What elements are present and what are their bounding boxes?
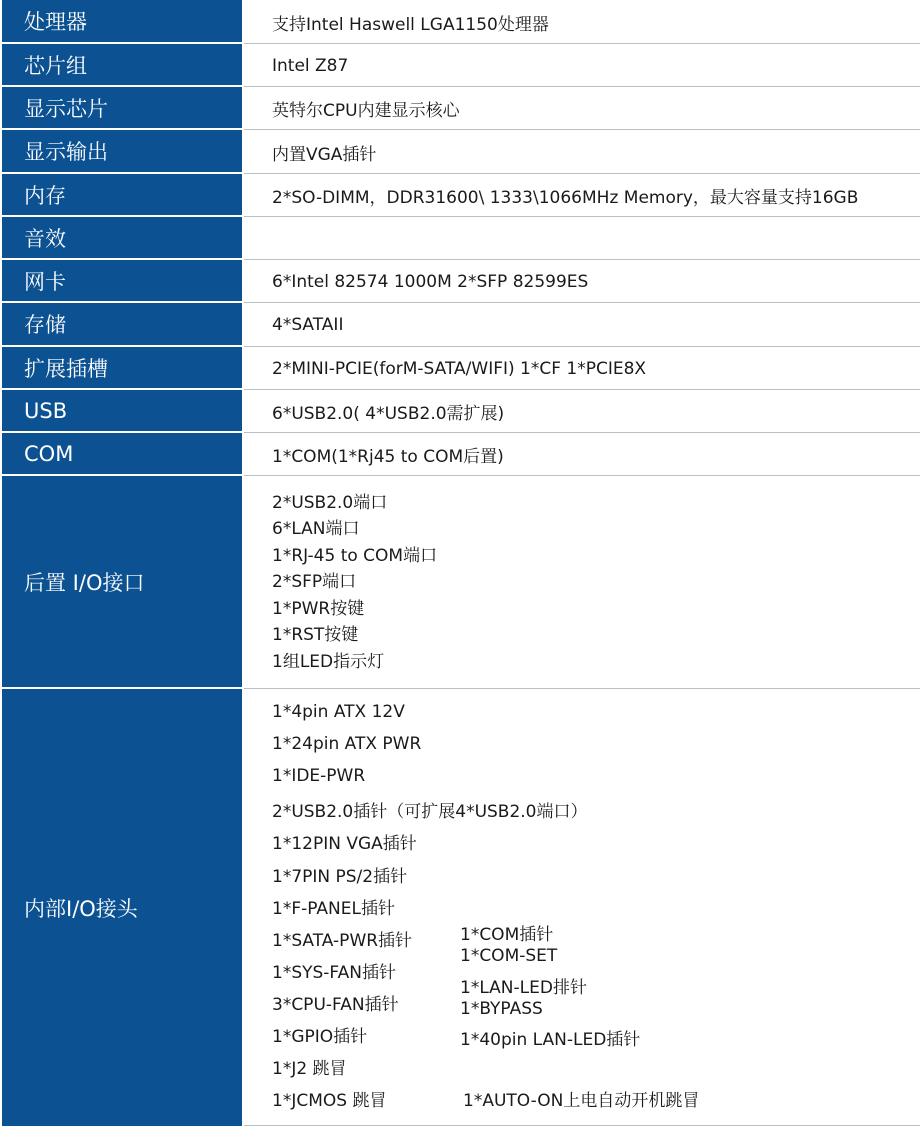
row-label: 扩展插槽 [2,347,242,390]
list-item: 1*12PIN VGA插针 [272,834,417,854]
spec-row-chipset [0,44,920,87]
list-item: 1*SATA-PWR插针 [272,931,413,951]
list-item: 1*COM-SET [460,946,558,966]
spec-row-network [0,260,920,303]
spec-row-audio [0,217,920,260]
spec-row-memory [0,174,920,217]
row-label: COM [2,433,242,476]
list-item: 1组LED指示灯 [272,651,385,672]
list-item: 1*PWR按键 [272,598,365,619]
spec-row-com [0,433,920,476]
spec-row-rear-io [0,476,920,689]
spec-row-usb [0,390,920,433]
row-label: 显示芯片 [2,87,242,130]
row-value: 6*USB2.0( 4*USB2.0需扩展) [272,404,505,424]
row-label: 芯片组 [2,44,242,87]
row-value: 6*Intel 82574 1000M 2*SFP 82599ES [272,271,589,292]
list-item: 1*7PIN PS/2插针 [272,867,408,887]
list-item: 1*LAN-LED排针 [460,978,587,998]
list-item: 1*RJ-45 to COM端口 [272,545,438,566]
row-value [242,217,920,260]
rear-io-list [272,490,437,676]
row-value: 1*COM(1*Rj45 to COM后置) [272,447,504,467]
list-item: 1*F-PANEL插针 [272,899,395,919]
internal-io-list [242,689,920,1126]
row-value: 2*SO-DIMM，DDR31600\ 1333\1066MHz Memory，最大容量支持16GB [272,188,859,208]
row-label: 网卡 [2,260,242,303]
list-item: 2*SFP端口 [272,572,357,593]
list-item: 1*COM插针 [460,925,554,945]
row-value [242,689,920,1126]
list-item: 1*40pin LAN-LED插针 [460,1030,641,1050]
list-item: 2*USB2.0端口 [272,492,388,513]
list-item: 1*J2 跳冒 [272,1059,347,1079]
row-value: 4*SATAII [272,315,344,335]
list-item: 1*JCMOS 跳冒 [272,1091,387,1111]
spec-row-display-output [0,130,920,174]
row-label: 显示输出 [2,130,242,174]
row-label: USB [2,390,242,433]
spec-row-internal-io [0,689,920,1126]
row-label: 内部I/O接头 [2,689,242,1126]
row-label: 存储 [2,303,242,347]
list-item: 2*USB2.0插针（可扩展4*USB2.0端口） [272,802,588,822]
list-item: 1*AUTO-ON上电自动开机跳冒 [463,1091,700,1111]
spec-row-graphics [0,87,920,130]
row-label: 后置 I/O接口 [2,476,242,689]
spec-row-expansion [0,347,920,390]
list-item: 1*SYS-FAN插针 [272,963,396,983]
row-value: 2*MINI-PCIE(forM-SATA/WIFI) 1*CF 1*PCIE8X [272,358,647,379]
row-label: 音效 [2,217,242,260]
row-value: Intel Z87 [272,55,349,76]
list-item: 1*4pin ATX 12V [272,702,405,722]
list-item: 1*GPIO插针 [272,1027,368,1047]
row-value [242,476,920,689]
list-item: 3*CPU-FAN插针 [272,995,399,1015]
row-label: 内存 [2,174,242,217]
row-value: 英特尔CPU内建显示核心 [272,101,460,121]
row-label: 处理器 [2,0,242,44]
list-item: 1*BYPASS [460,999,543,1019]
spec-row-cpu [0,0,920,44]
list-item: 1*RST按键 [272,625,359,646]
row-value: 支持Intel Haswell LGA1150处理器 [272,14,549,35]
list-item: 1*24pin ATX PWR [272,734,422,754]
row-value: 内置VGA插针 [272,144,377,165]
list-item: 6*LAN端口 [272,519,360,540]
list-item: 1*IDE-PWR [272,766,366,786]
spec-row-storage [0,303,920,347]
